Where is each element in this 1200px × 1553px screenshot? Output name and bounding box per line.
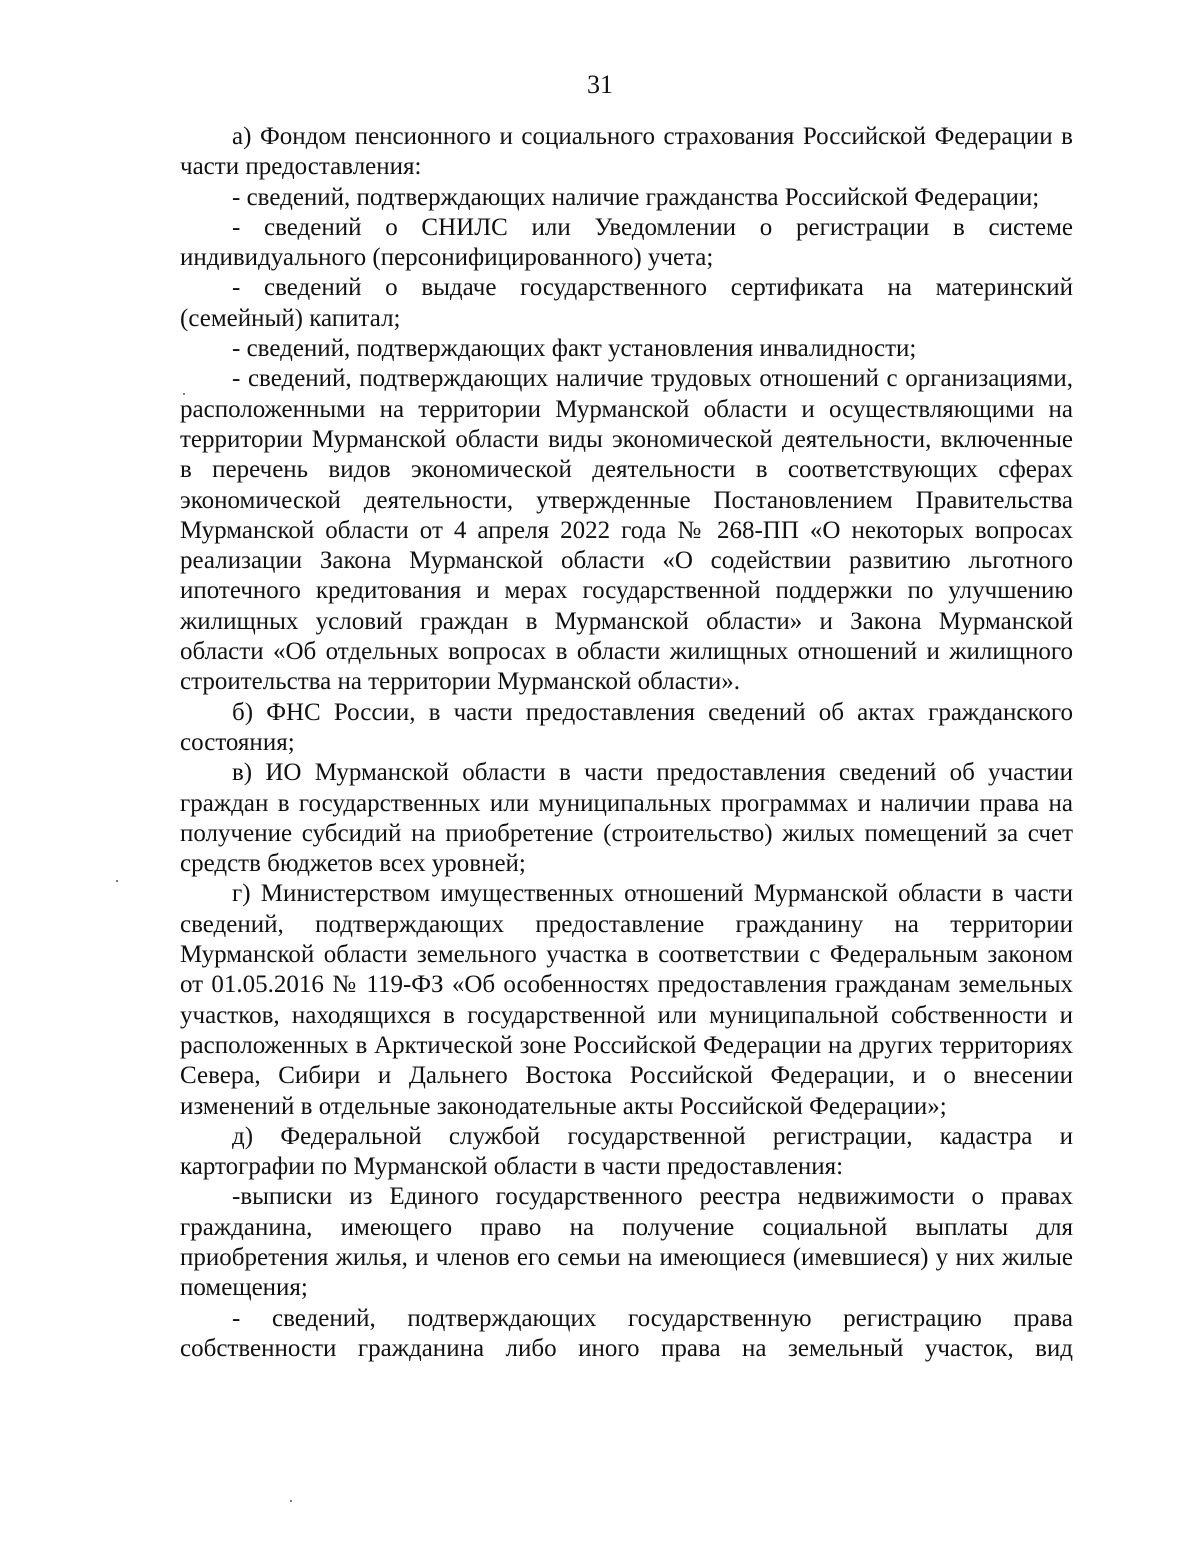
scan-speck [183, 393, 185, 395]
paragraph-b-fns: б) ФНС России, в части предоставления сведений об актах гражданского состояния; [180, 698, 1073, 756]
list-item-maternity-capital: - сведений о выдаче государственного сертификата на материнский (семейный) капитал; [180, 274, 1073, 332]
scan-speck [290, 1500, 292, 1502]
list-item-employment: - сведений, подтверждающих наличие трудовых отношений с организациями, расположенными на территории Мурманской области и осуществляющими на территории Мурманской области виды экономической деятельности, включенные в перечень видов экономической деятельности в соответствующих сферах экономической деятельности, утвержденные Постановлением Правительства Мурманской области от 4 апреля 2022 года № 268-ПП «О некоторых вопросах реализации Закона Мурманской области «О содействии развитию льготного ипотечного кредитования и мерах государственной поддержки по улучшению жилищных условий граждан в Мурманской области» и Закона Мурманской области «Об отдельных вопросах в области жилищных отношений и жилищного строительства на территории Мурманской области». [180, 365, 1073, 696]
list-item-snils: - сведений о СНИЛС или Уведомлении о регистрации в системе индивидуального (персонифицированного) учета; [180, 213, 1073, 272]
list-item-disability: - сведений, подтверждающих факт установления инвалидности; [232, 335, 917, 363]
list-item-egrn-extract: -выписки из Единого государственного реестра недвижимости о правах гражданина, имеющего право на получение социальной выплаты для приобретения жилья, и членов его семьи на имеющиеся (имевшиеся) у них жилые помещения; [180, 1183, 1073, 1302]
page-number: 31 [587, 70, 613, 99]
document-body [180, 122, 1073, 1364]
paragraph-g-property-ministry: г) Министерством имущественных отношений Мурманской области в части сведений, подтверждающих предоставление гражданину на территории Мурманской области земельного участка в соответствии с Федеральным законом от 01.05.2016 № 119-ФЗ «Об особенностях предоставления гражданам земельных участков, находящихся в государственной или муниципальной собственности и расположенных в Арктической зоне Российской Федерации на других территориях Севера, Сибири и Дальнего Востока Российской Федерации, и о внесении изменений в отдельные законодательные акты Российской Федерации»; [180, 880, 1073, 1120]
list-item-land-rights: - сведений, подтверждающих государственную регистрацию права собственности гражданина либо иного права на земельный участок, вид [180, 1304, 1073, 1362]
paragraph-v-io: в) ИО Мурманской области в части предоставления сведений об участии граждан в государственных или муниципальных программах и наличии права на получение субсидий на приобретение (строительство) жилых помещений за счет средств бюджетов всех уровней; [180, 759, 1073, 878]
paragraph-d-rosreestr: д) Федеральной службой государственной регистрации, кадастра и картографии по Мурманской области в части предоставления: [180, 1122, 1073, 1181]
paragraph-a-pension-fund: а) Фондом пенсионного и социального страхования Российской Федерации в части предоставления: [180, 123, 1073, 181]
list-item-citizenship: - сведений, подтверждающих наличие гражданства Российской Федерации; [232, 183, 1040, 211]
scan-speck [116, 880, 118, 882]
